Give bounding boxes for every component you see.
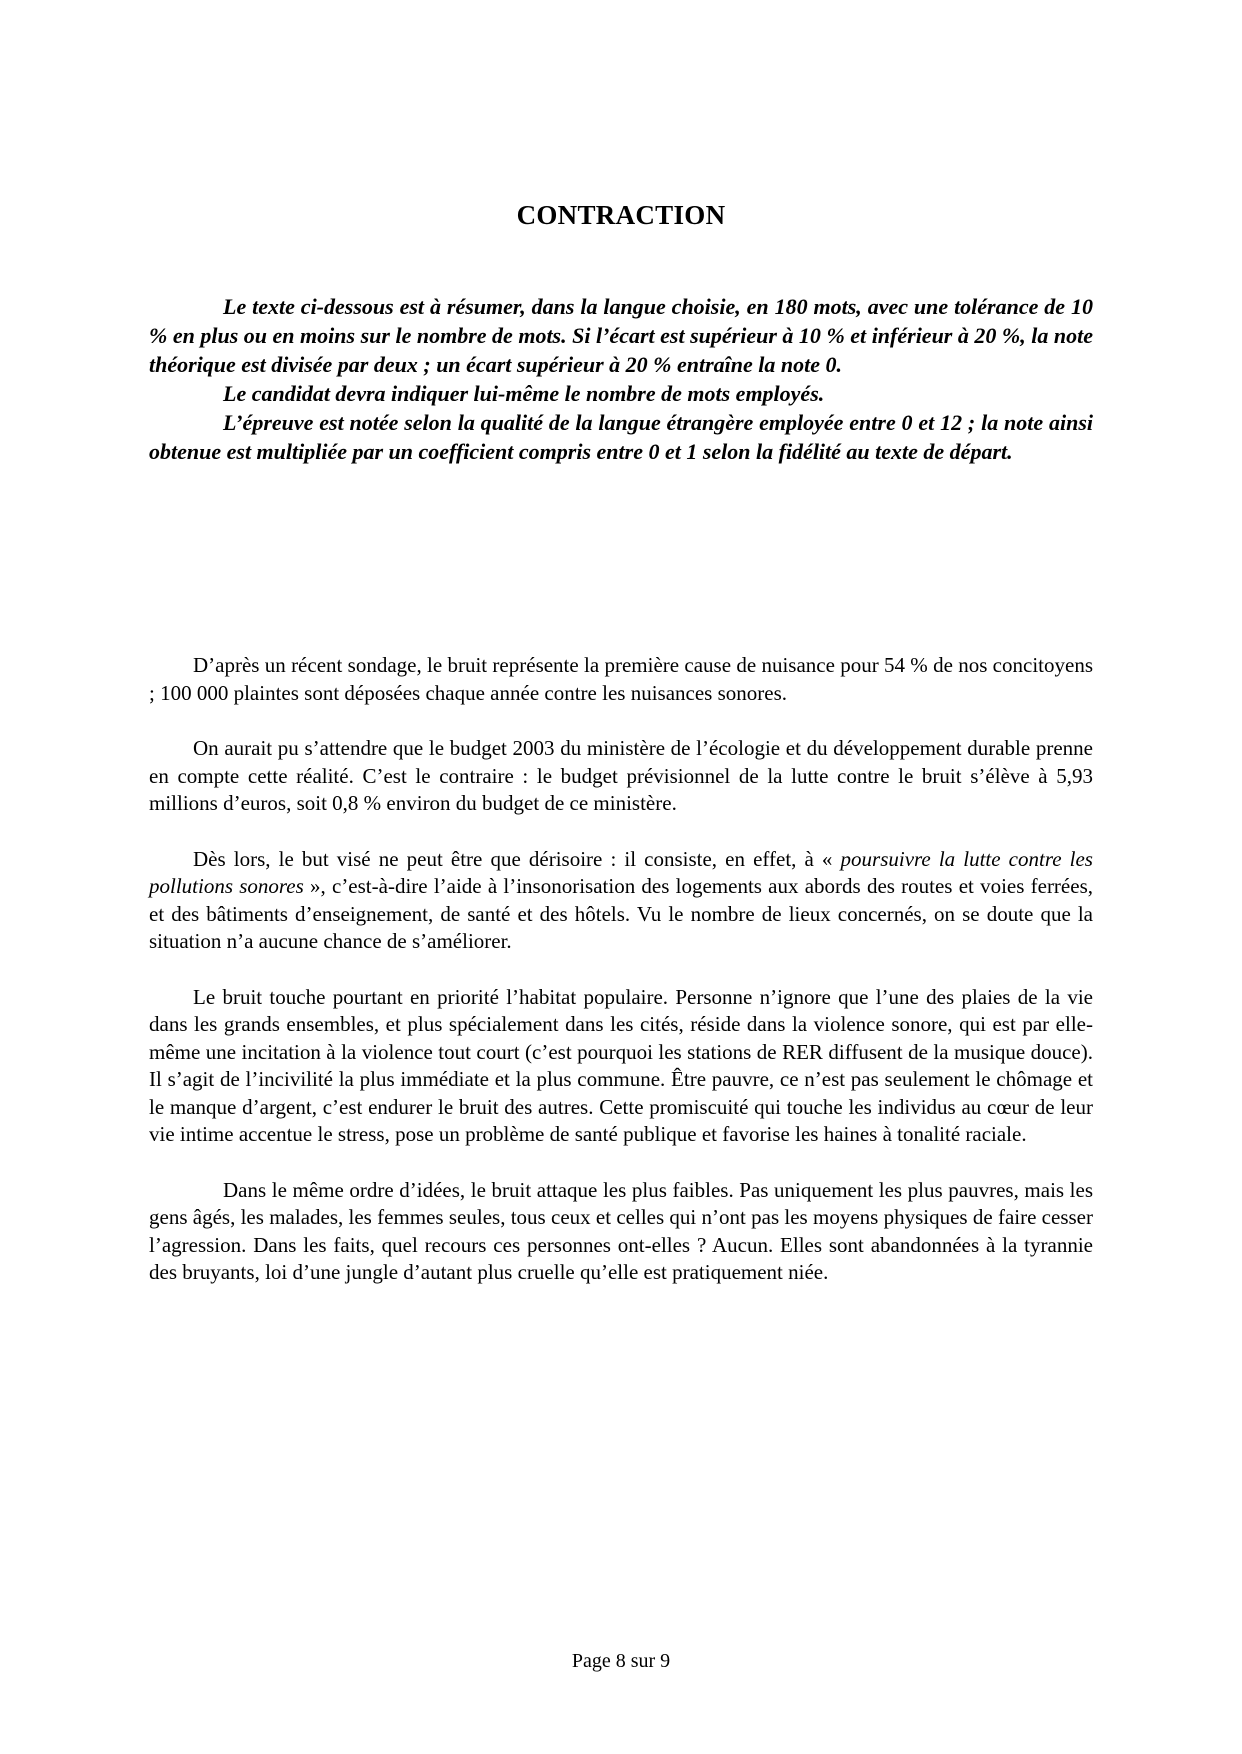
body-paragraph-3-end: », c’est-à-dire l’aide à l’insonorisation des logements aux abords des routes et voies ferrées, et des bâtiments d’enseignement, de santé et des hôtels. Vu le nombre de lieux concernés, on se doute que la situation n’a aucune chance de s’améliorer. xyxy=(149,874,1093,953)
instructions-paragraph-1: Le texte ci-dessous est à résumer, dans la langue choisie, en 180 mots, avec une tolérance de 10 % en plus ou en moins sur le nombre de mots. Si l’écart est supérieur à 10 % et inférieur à 20 %, la note théorique est divisée par deux ; un écart supérieur à 20 % entraîne la note 0. xyxy=(149,294,1093,377)
body-paragraph-5: Dans le même ordre d’idées, le bruit attaque les plus faibles. Pas uniquement les plus pauvres, mais les gens âgés, les malades, les femmes seules, tous ceux et celles qui n’ont pas les moyens physiques de faire cesser l’agression. Dans les faits, quel recours ces personnes ont-elles ? Aucun. Elles sont abandonnées à la tyrannie des bruyants, loi d’une jungle d’autant plus cruelle qu’elle est pratiquement niée. xyxy=(149,1177,1093,1284)
body-paragraph-4: Le bruit touche pourtant en priorité l’habitat populaire. Personne n’ignore que l’une des plaies de la vie dans les grands ensembles, et plus spécialement dans les cités, réside dans la violence sonore, qui est par elle-même une incitation à la violence tout court (c’est pourquoi les stations de RER diffusent de la musique douce). Il s’agit de l’incivilité la plus immédiate et la plus commune. Être pauvre, ce n’est pas seulement le chômage et le manque d’argent, c’est endurer le bruit des autres. Cette promiscuité qui touche les individus au cœur de leur vie intime accentue le stress, pose un problème de santé publique et favorise les haines à tonalité raciale. xyxy=(149,984,1093,1146)
body-paragraph-3 xyxy=(149,846,1093,956)
instructions-paragraph-2: Le candidat devra indiquer lui-même le nombre de mots employés. xyxy=(223,381,825,406)
instructions-paragraph-3: L’épreuve est notée selon la qualité de la langue étrangère employée entre 0 et 12 ; la note ainsi obtenue est multipliée par un coefficient compris entre 0 et 1 selon la fidélité au texte de départ. xyxy=(149,410,1093,464)
body-paragraph-3-start: Dès lors, le but visé ne peut être que dérisoire : il consiste, en effet, à « xyxy=(193,846,841,871)
body-paragraph-1: D’après un récent sondage, le bruit représente la première cause de nuisance pour 54 % de nos concitoyens ; 100 000 plaintes sont déposées chaque année contre les nuisances sonores. xyxy=(149,653,1093,705)
body-paragraph-3-quote: poursuivre la lutte contre les pollutions sonores xyxy=(149,846,1093,898)
source-text xyxy=(149,652,1093,1315)
instructions-block xyxy=(149,292,1093,466)
page-title: CONTRACTION xyxy=(516,200,726,230)
page-number: Page 8 sur 9 xyxy=(571,1650,671,1672)
body-paragraph-2: On aurait pu s’attendre que le budget 2003 du ministère de l’écologie et du développement durable prenne en compte cette réalité. C’est le contraire : le budget prévisionnel de la lutte contre le bruit s’élève à 5,93 millions d’euros, soit 0,8 % environ du budget de ce ministère. xyxy=(149,736,1093,815)
